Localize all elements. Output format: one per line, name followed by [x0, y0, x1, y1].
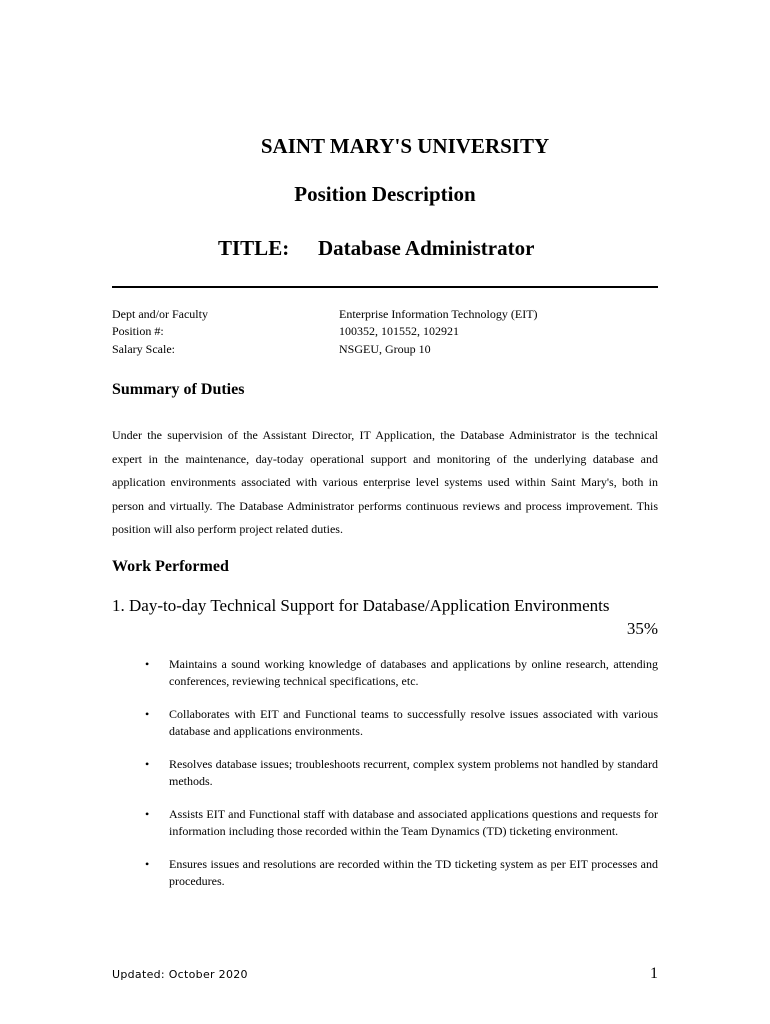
list-item [112, 856, 658, 890]
meta-row-salary [112, 341, 431, 358]
footer-updated: Updated: October 2020 [112, 968, 248, 981]
meta-value: 100352, 101552, 102921 [339, 324, 459, 338]
bullet-icon: • [145, 707, 150, 721]
meta-value: NSGEU, Group 10 [339, 342, 431, 356]
list-item-text: Collaborates with EIT and Functional teams to successfully resolve issues associated with various database and applications environments. [169, 707, 658, 738]
list-item-text: Resolves database issues; troubleshoots recurrent, complex system problems not handled by standard methods. [169, 757, 658, 788]
page-number: 1 [650, 965, 658, 982]
list-item [112, 656, 658, 690]
meta-value: Enterprise Information Technology (EIT) [339, 307, 538, 321]
document-type: Position Description [294, 182, 476, 206]
meta-row-dept [112, 306, 538, 323]
summary-text: Under the supervision of the Assistant Director, IT Application, the Database Administrator is the technical expert in the maintenance, day-today operational support and monitoring of the underlying database and application environments associated with various enterprise level systems used within Saint Mary's, both in person and virtually. The Database Administrator performs continuous reviews and process improvement. This position will also perform project related duties. [112, 428, 658, 536]
bullet-icon: • [145, 757, 150, 771]
summary-heading: Summary of Duties [112, 381, 245, 398]
list-item [112, 756, 658, 790]
title-value: Database Administrator [318, 236, 535, 260]
work-heading: Work Performed [112, 558, 229, 575]
duties-list [112, 656, 658, 906]
list-item [112, 706, 658, 740]
meta-label: Dept and/or Faculty [112, 307, 208, 321]
list-item-text: Ensures issues and resolutions are recorded within the TD ticketing system as per EIT processes and procedures. [169, 857, 658, 888]
list-item-text: Assists EIT and Functional staff with database and associated applications questions and requests for information including those recorded within the Team Dynamics (TD) ticketing environment. [169, 807, 658, 838]
bullet-icon: • [145, 657, 150, 671]
meta-row-position [112, 323, 459, 340]
list-item [112, 806, 658, 840]
meta-label: Position #: [112, 324, 164, 338]
section-1-title: 1. Day-to-day Technical Support for Database/Application Environments [112, 596, 610, 615]
meta-label: Salary Scale: [112, 342, 175, 356]
title-label: TITLE: [218, 236, 290, 260]
university-name: SAINT MARY'S UNIVERSITY [260, 134, 550, 158]
bullet-icon: • [145, 857, 150, 871]
position-title-line [218, 236, 534, 261]
horizontal-rule [112, 286, 658, 288]
bullet-icon: • [145, 807, 150, 821]
list-item-text: Maintains a sound working knowledge of databases and applications by online research, attending conferences, reviewing technical specifications, etc. [169, 657, 658, 688]
section-1-percent: 35% [626, 619, 658, 638]
